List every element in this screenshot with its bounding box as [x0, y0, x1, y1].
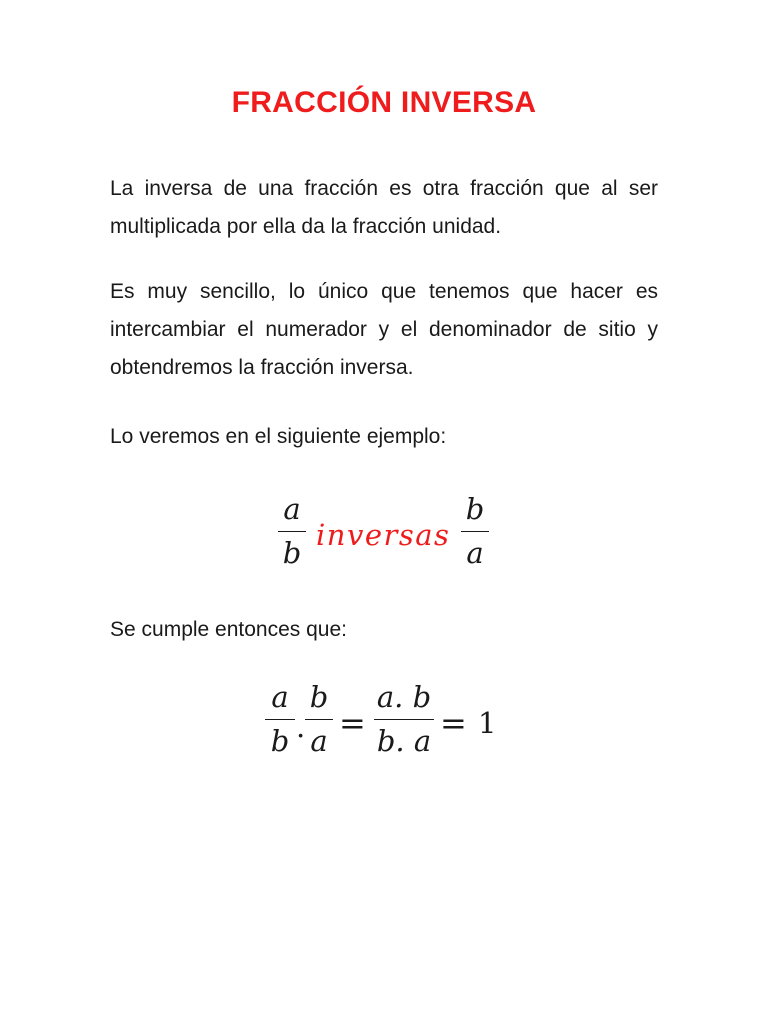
- example-left-numerator: a: [283, 492, 301, 526]
- equals-sign-1: =: [339, 704, 366, 742]
- equation-fraction-2-denominator: a: [310, 724, 328, 758]
- example-right-denominator: a: [466, 536, 484, 570]
- example-right-numerator: b: [465, 492, 485, 526]
- equation-fraction-3: [374, 680, 434, 770]
- example-left-fraction: [278, 492, 306, 582]
- equation-fraction-2-numerator: b: [309, 680, 329, 714]
- equals-sign-2: =: [440, 704, 467, 742]
- paragraph-explanation: Es muy sencillo, lo único que tenemos que hacer es intercambiar el numerador y el denominador de sitio y obtendremos la fracción inversa.: [110, 280, 658, 379]
- paragraph-conclusion-intro: Se cumple entonces que:: [110, 618, 347, 641]
- inversas-word: inversas: [316, 518, 451, 552]
- equation-fraction-2: [305, 680, 333, 770]
- example-right-fraction: [461, 492, 489, 582]
- fraction-bar: [265, 719, 295, 720]
- equation-fraction-3-denominator: b. a: [376, 724, 432, 758]
- example-left-denominator: b: [282, 536, 302, 570]
- fraction-bar: [305, 719, 333, 720]
- page-title: FRACCIÓN INVERSA: [231, 86, 537, 119]
- multiplication-dot: .: [296, 710, 306, 744]
- equation-fraction-1-denominator: b: [270, 724, 290, 758]
- fraction-bar: [278, 531, 306, 532]
- equation-fraction-3-numerator: a. b: [376, 680, 432, 714]
- equation-fraction-1: [265, 680, 295, 770]
- paragraph-example-intro: Lo veremos en el siguiente ejemplo:: [110, 425, 447, 448]
- equation-result: 1: [478, 706, 497, 740]
- fraction-bar: [461, 531, 489, 532]
- paragraph-definition: La inversa de una fracción es otra fracción que al ser multiplicada por ella da la fracción unidad.: [110, 177, 658, 238]
- equation-fraction-1-numerator: a: [271, 680, 289, 714]
- fraction-bar: [374, 719, 434, 720]
